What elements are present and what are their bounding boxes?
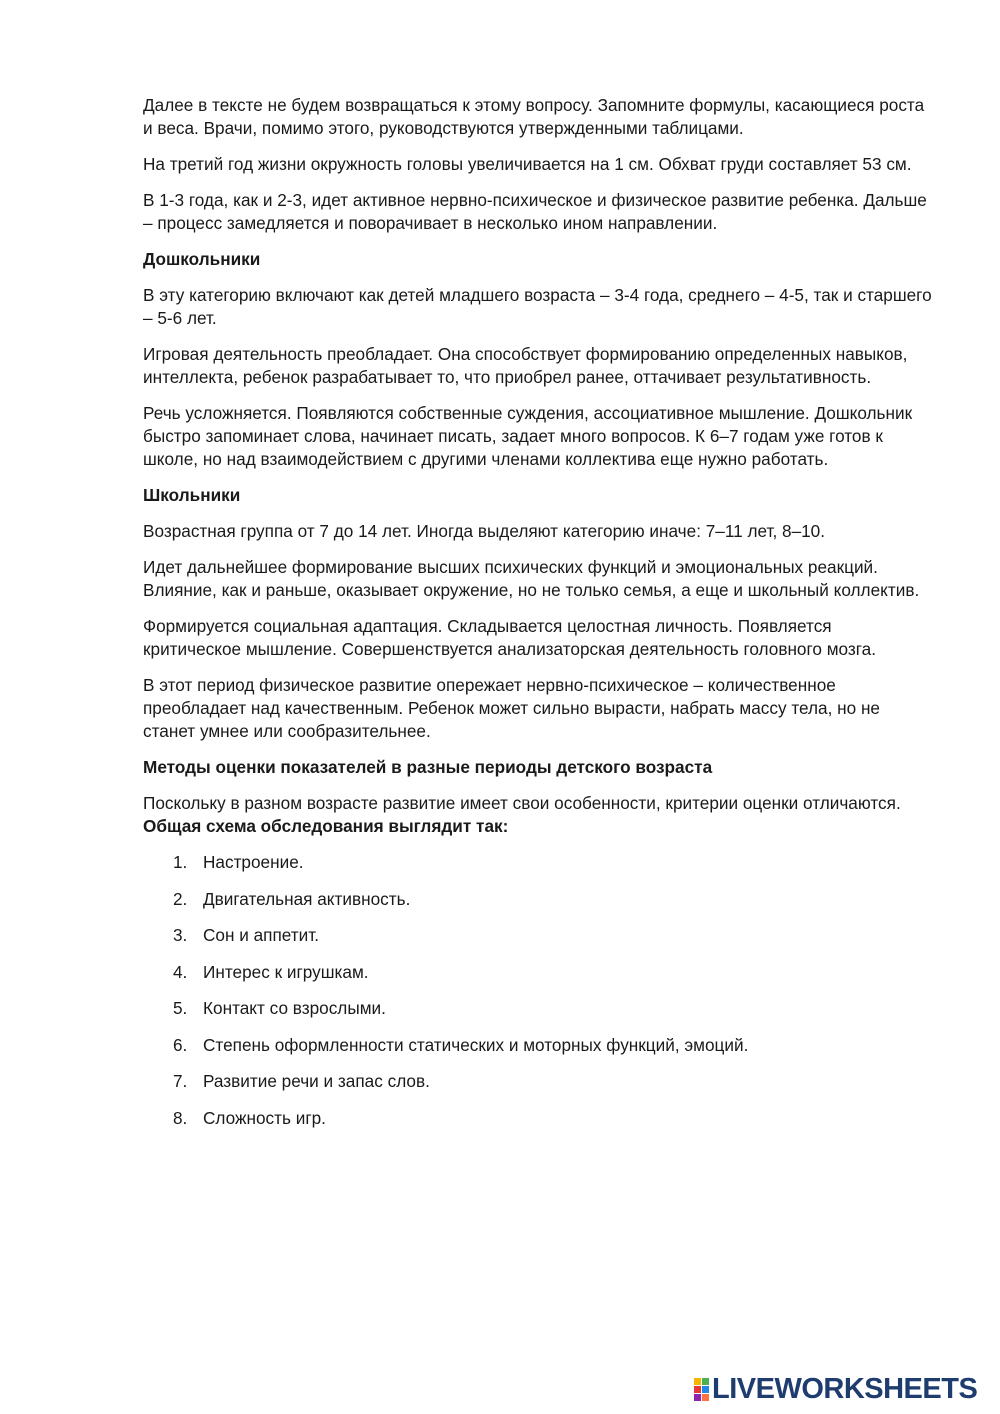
document-body xyxy=(143,94,933,1143)
list-number: 4. xyxy=(173,961,188,982)
list-item xyxy=(143,997,933,1020)
list-number: 2. xyxy=(173,888,188,909)
paragraph-lead: Поскольку в разном возрасте развитие имеет свои особенности, критерии оценки отличаются. xyxy=(143,793,901,813)
list-text: Сложность игр. xyxy=(203,1107,326,1128)
paragraph: Далее в тексте не будем возвращаться к этому вопросу. Запомните формулы, касающиеся роста и веса. Врачи, помимо этого, руководствуются утвержденными таблицами. xyxy=(143,95,925,138)
list-number: 1. xyxy=(173,852,188,872)
paragraph: Идет дальнейшее формирование высших психических функций и эмоциональных реакций. Влияние, как и раньше, оказывает окружение, но не только семья, а еще и школьный коллектив. xyxy=(143,557,920,600)
list-item xyxy=(143,888,933,911)
paragraph: Речь усложняется. Появляются собственные суждения, ассоциативное мышление. Дошкольник быстро запоминает слова, начинает писать, задает много вопросов. К 6–7 годам уже готов к школе, но над взаимодействием с другими членами коллектива еще нужно работать. xyxy=(143,403,913,469)
examination-list xyxy=(143,851,933,1130)
list-item xyxy=(143,851,933,874)
paragraph: Возрастная группа от 7 до 14 лет. Иногда выделяют категорию иначе: 7–11 лет, 8–10. xyxy=(143,521,826,541)
logo-square xyxy=(694,1386,701,1393)
list-item xyxy=(143,1034,933,1057)
paragraph: На третий год жизни окружность головы увеличивается на 1 см. Обхват груди составляет 53 см. xyxy=(143,154,912,174)
liveworksheets-logo-icon xyxy=(694,1378,709,1401)
paragraph: В 1-3 года, как и 2-3, идет активное нервно-психическое и физическое развитие ребенка. Дальше – процесс замедляется и поворачивает в несколько ином направлении. xyxy=(143,190,927,233)
paragraph: Игровая деятельность преобладает. Она способствует формированию определенных навыков, интеллекта, ребенок разрабатывает то, что приобрел ранее, оттачивает результативность. xyxy=(143,344,908,387)
list-text: Развитие речи и запас слов. xyxy=(203,1071,430,1091)
paragraph: В эту категорию включают как детей младшего возраста – 3-4 года, среднего – 4-5, так и старшего – 5-6 лет. xyxy=(143,285,932,328)
paragraph xyxy=(143,792,933,838)
section-heading-school: Школьники xyxy=(143,485,241,505)
list-item xyxy=(143,924,933,947)
logo-square xyxy=(694,1378,701,1385)
section-heading-methods: Методы оценки показателей в разные периоды детского возраста xyxy=(143,757,713,777)
list-item xyxy=(143,1070,933,1093)
list-number: 5. xyxy=(173,998,188,1018)
list-text: Двигательная активность. xyxy=(203,888,411,909)
list-number: 6. xyxy=(173,1034,188,1055)
list-text: Сон и аппетит. xyxy=(203,925,319,945)
list-text: Интерес к игрушкам. xyxy=(203,961,369,982)
logo-square xyxy=(702,1394,709,1401)
list-item xyxy=(143,1107,933,1130)
liveworksheets-brand xyxy=(694,1374,977,1404)
logo-square xyxy=(702,1386,709,1393)
list-number: 3. xyxy=(173,925,188,945)
list-text: Настроение. xyxy=(203,852,304,872)
paragraph: В этот период физическое развитие опережает нервно-психическое – количественное преобладает над качественным. Ребенок может сильно вырасти, набрать массу тела, но не станет умнее или сообразительнее. xyxy=(143,675,880,741)
paragraph-bold: Общая схема обследования выглядит так: xyxy=(143,816,509,836)
brand-wordmark: LIVEWORKSHEETS xyxy=(712,1373,978,1405)
section-heading-preschool: Дошкольники xyxy=(143,249,261,269)
logo-square xyxy=(702,1378,709,1385)
list-item xyxy=(143,961,933,984)
list-text: Контакт со взрослыми. xyxy=(203,998,386,1018)
list-number: 7. xyxy=(173,1071,188,1091)
list-text: Степень оформленности статических и моторных функций, эмоций. xyxy=(203,1034,749,1055)
list-number: 8. xyxy=(173,1107,188,1128)
paragraph: Формируется социальная адаптация. Складывается целостная личность. Появляется критическое мышление. Совершенствуется анализаторская деятельность головного мозга. xyxy=(143,616,877,659)
logo-square xyxy=(694,1394,701,1401)
